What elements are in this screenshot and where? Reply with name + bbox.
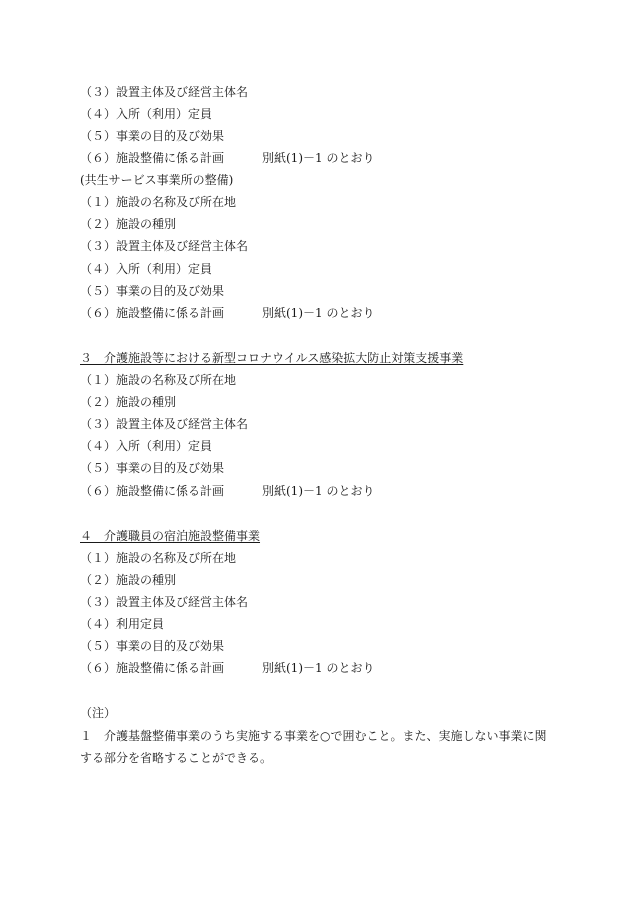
block2-item-6: （６）施設整備に係る計画	[80, 306, 225, 320]
section4-ref: 別紙(1)－1 のとおり	[262, 661, 375, 675]
block2-subheading: (共生サービス事業所の整備)	[80, 173, 234, 187]
note-line-1: １ 介護基盤整備事業のうち実施する事業を○で囲むこと。また、実施しない事業に関	[80, 729, 547, 743]
note-label: （注）	[80, 706, 117, 720]
note-line-2: する部分を省略することができる。	[80, 751, 273, 765]
section4-item-3: （３）設置主体及び経営主体名	[80, 595, 249, 609]
section4-item-1: （１）施設の名称及び所在地	[80, 551, 237, 565]
block2-ref: 別紙(1)－1 のとおり	[262, 306, 375, 320]
section3-item-4: （４）入所（利用）定員	[80, 439, 213, 453]
block1-item-4: （４）入所（利用）定員	[80, 107, 213, 121]
block1-item-3: （３）設置主体及び経営主体名	[80, 85, 249, 99]
section3-heading: ３ 介護施設等における新型コロナウイルス感染拡大防止対策支援事業	[80, 351, 464, 365]
block2-item-2: （２）施設の種別	[80, 217, 177, 231]
section3-item-2: （２）施設の種別	[80, 395, 177, 409]
section4-item-4: （４）利用定員	[80, 617, 165, 631]
section3-item-3: （３）設置主体及び経営主体名	[80, 417, 249, 431]
section3-item-5: （５）事業の目的及び効果	[80, 461, 225, 475]
block1-ref: 別紙(1)－1 のとおり	[262, 151, 375, 165]
block2-item-1: （１）施設の名称及び所在地	[80, 195, 237, 209]
section4-item-5: （５）事業の目的及び効果	[80, 639, 225, 653]
section4-heading: ４ 介護職員の宿泊施設整備事業	[80, 529, 261, 543]
section3-ref: 別紙(1)－1 のとおり	[262, 484, 375, 498]
block2-item-3: （３）設置主体及び経営主体名	[80, 239, 249, 253]
block1-item-6: （６）施設整備に係る計画	[80, 151, 225, 165]
section4-item-2: （２）施設の種別	[80, 573, 177, 587]
block2-item-4: （４）入所（利用）定員	[80, 262, 213, 276]
section3-item-1: （１）施設の名称及び所在地	[80, 373, 237, 387]
section3-item-6: （６）施設整備に係る計画	[80, 484, 225, 498]
section4-item-6: （６）施設整備に係る計画	[80, 661, 225, 675]
block2-item-5: （５）事業の目的及び効果	[80, 284, 225, 298]
block1-item-5: （５）事業の目的及び効果	[80, 129, 225, 143]
